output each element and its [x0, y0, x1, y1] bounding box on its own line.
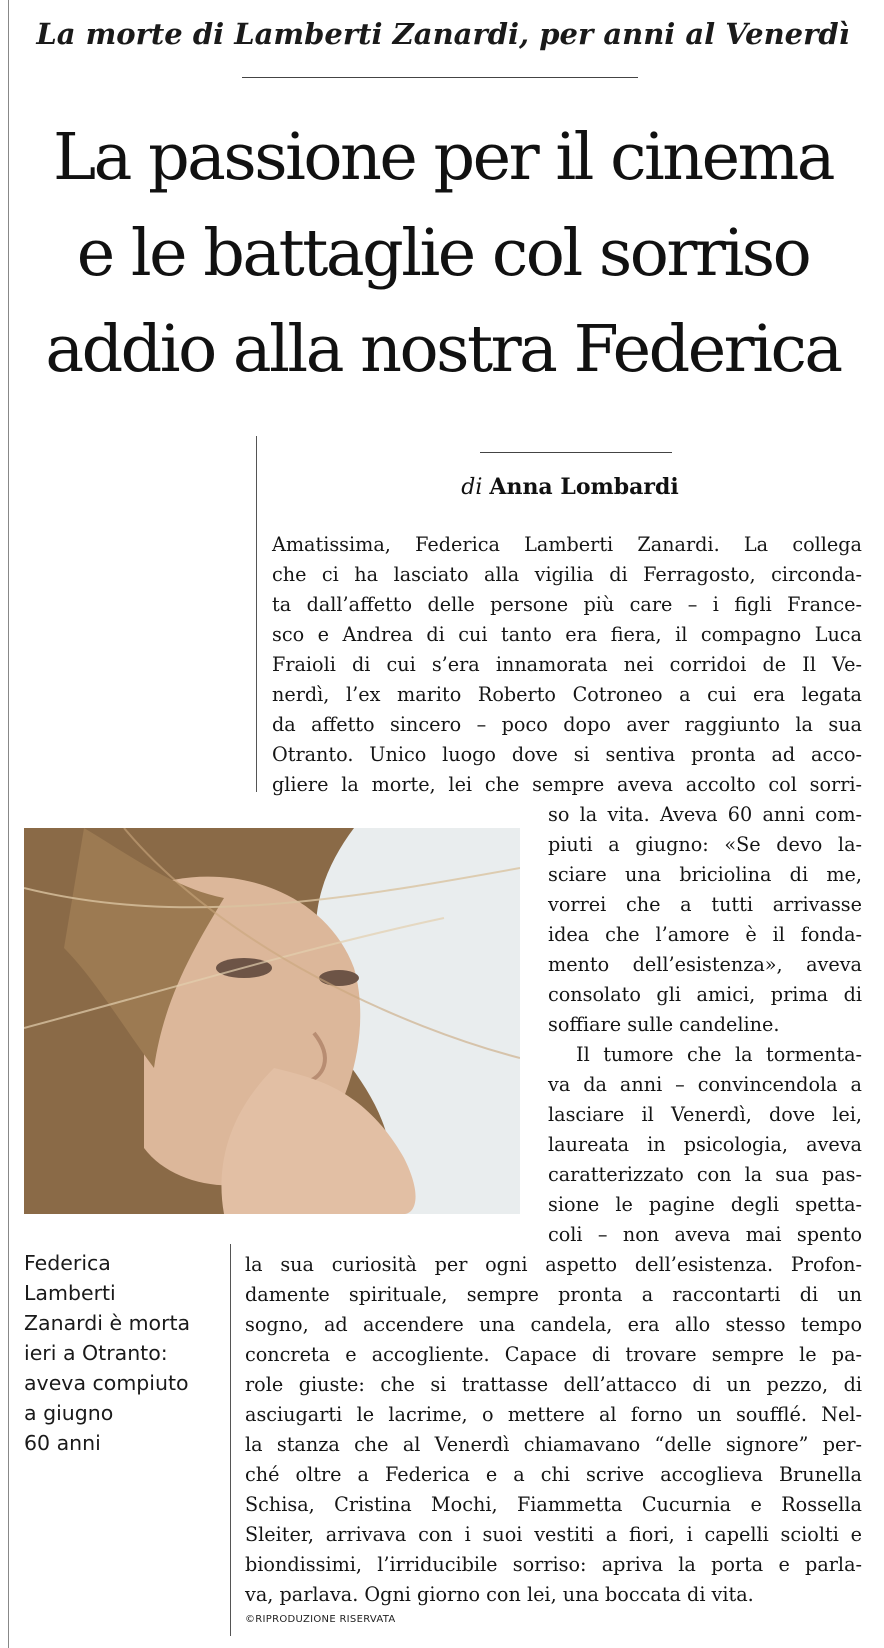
- body-line: Schisa, Cristina Mochi, Fiammetta Cucurnia e Rossella: [245, 1493, 862, 1516]
- column-rule: [230, 1244, 231, 1636]
- body-line: concreta e accogliente. Capace di trovare sempre le pa-: [245, 1343, 862, 1366]
- body-line: sione le pagine degli spetta-: [548, 1193, 862, 1216]
- body-line: la stanza che al Venerdì chiamavano “delle signore” per-: [245, 1433, 862, 1456]
- caption-line: 60 anni: [24, 1431, 101, 1455]
- caption-line: Lamberti: [24, 1281, 116, 1305]
- body-line: Il tumore che la tormenta-: [576, 1043, 862, 1066]
- portrait-photo: [24, 828, 520, 1214]
- article-headline: [20, 110, 866, 398]
- body-line: Sleiter, arrivava con i suoi vestiti a fiori, i capelli sciolti e: [245, 1523, 862, 1546]
- body-line: sciare una briciolina di me,: [548, 863, 862, 886]
- body-line: asciugarti le lacrime, o mettere al forno un soufflé. Nel-: [245, 1403, 862, 1426]
- body-line: va da anni – convincendola a: [548, 1073, 862, 1096]
- column-rule: [256, 436, 257, 792]
- body-line: mento dell’esistenza», aveva: [548, 953, 862, 976]
- article-body-block-3: [245, 1250, 862, 1610]
- article-body-block-2: [548, 800, 862, 1250]
- headline-line: addio alla nostra Federica: [45, 312, 841, 387]
- caption-line: aveva compiuto: [24, 1371, 189, 1395]
- headline-line: e le battaglie col sorriso: [76, 216, 810, 291]
- body-line: so la vita. Aveva 60 anni com-: [548, 803, 862, 826]
- body-line: che ci ha lasciato alla vigilia di Ferragosto, circonda-: [272, 563, 862, 586]
- body-line: Amatissima, Federica Lamberti Zanardi. La collega: [272, 533, 862, 556]
- body-line: ché oltre a Federica e a chi scrive accoglieva Brunella: [245, 1463, 862, 1486]
- body-line: va, parlava. Ogni giorno con lei, una boccata di vita.: [245, 1583, 754, 1606]
- body-line: lasciare il Venerdì, dove lei,: [548, 1103, 862, 1126]
- body-line: Otranto. Unico luogo dove si sentiva pronta ad acco-: [272, 743, 862, 766]
- body-line: vorrei che a tutti arrivasse: [548, 893, 862, 916]
- caption-line: a giugno: [24, 1401, 114, 1425]
- article-kicker: La morte di Lamberti Zanardi, per anni al Venerdì: [36, 17, 850, 51]
- body-line: da affetto sincero – poco dopo aver raggiunto la sua: [272, 713, 862, 736]
- body-line: laureata in psicologia, aveva: [548, 1133, 862, 1156]
- body-line: consolato gli amici, prima di: [548, 983, 862, 1006]
- body-line: damente spirituale, sempre pronta a raccontarti di un: [245, 1283, 862, 1306]
- body-line: sogno, ad accendere una candela, era allo stesso tempo: [245, 1313, 862, 1336]
- byline: [270, 470, 870, 505]
- byline-prefix: di: [461, 475, 483, 500]
- body-line: caratterizzato con la sua pas-: [548, 1163, 862, 1186]
- body-line: coli – non aveva mai spento: [548, 1223, 862, 1246]
- body-line: role giuste: che si trattasse dell’attacco di un pezzo, di: [245, 1373, 862, 1396]
- body-line: nerdì, l’ex marito Roberto Cotroneo a cui era legata: [272, 683, 862, 706]
- caption-line: Federica: [24, 1251, 111, 1275]
- body-line: piuti a giugno: «Se devo la-: [548, 833, 862, 856]
- headline-line: La passione per il cinema: [52, 120, 834, 195]
- body-line: soffiare sulle candeline.: [548, 1013, 780, 1036]
- body-line: Fraioli di cui s’era innamorata nei corridoi de Il Ve-: [272, 653, 862, 676]
- byline-author: Anna Lombardi: [489, 474, 679, 500]
- byline-divider: [480, 452, 672, 453]
- article-body-block-1: [272, 530, 862, 800]
- body-line: la sua curiosità per ogni aspetto dell’esistenza. Profon-: [245, 1253, 862, 1276]
- photo-caption: [24, 1248, 224, 1458]
- kicker-divider: [242, 77, 638, 78]
- body-line: idea che l’amore è il fonda-: [548, 923, 862, 946]
- body-line: biondissimi, l’irriducibile sorriso: apriva la porta e parla-: [245, 1553, 862, 1576]
- caption-line: ieri a Otranto:: [24, 1341, 168, 1365]
- body-line: ta dall’affetto delle persone più care – i figli France-: [272, 593, 862, 616]
- copyright-note: ©RIPRODUZIONE RISERVATA: [245, 1614, 396, 1625]
- page-edge-rule: [8, 0, 9, 1648]
- caption-line: Zanardi è morta: [24, 1311, 191, 1335]
- body-line: gliere la morte, lei che sempre aveva accolto col sorri-: [272, 773, 862, 796]
- body-line: sco e Andrea di cui tanto era fiera, il compagno Luca: [272, 623, 862, 646]
